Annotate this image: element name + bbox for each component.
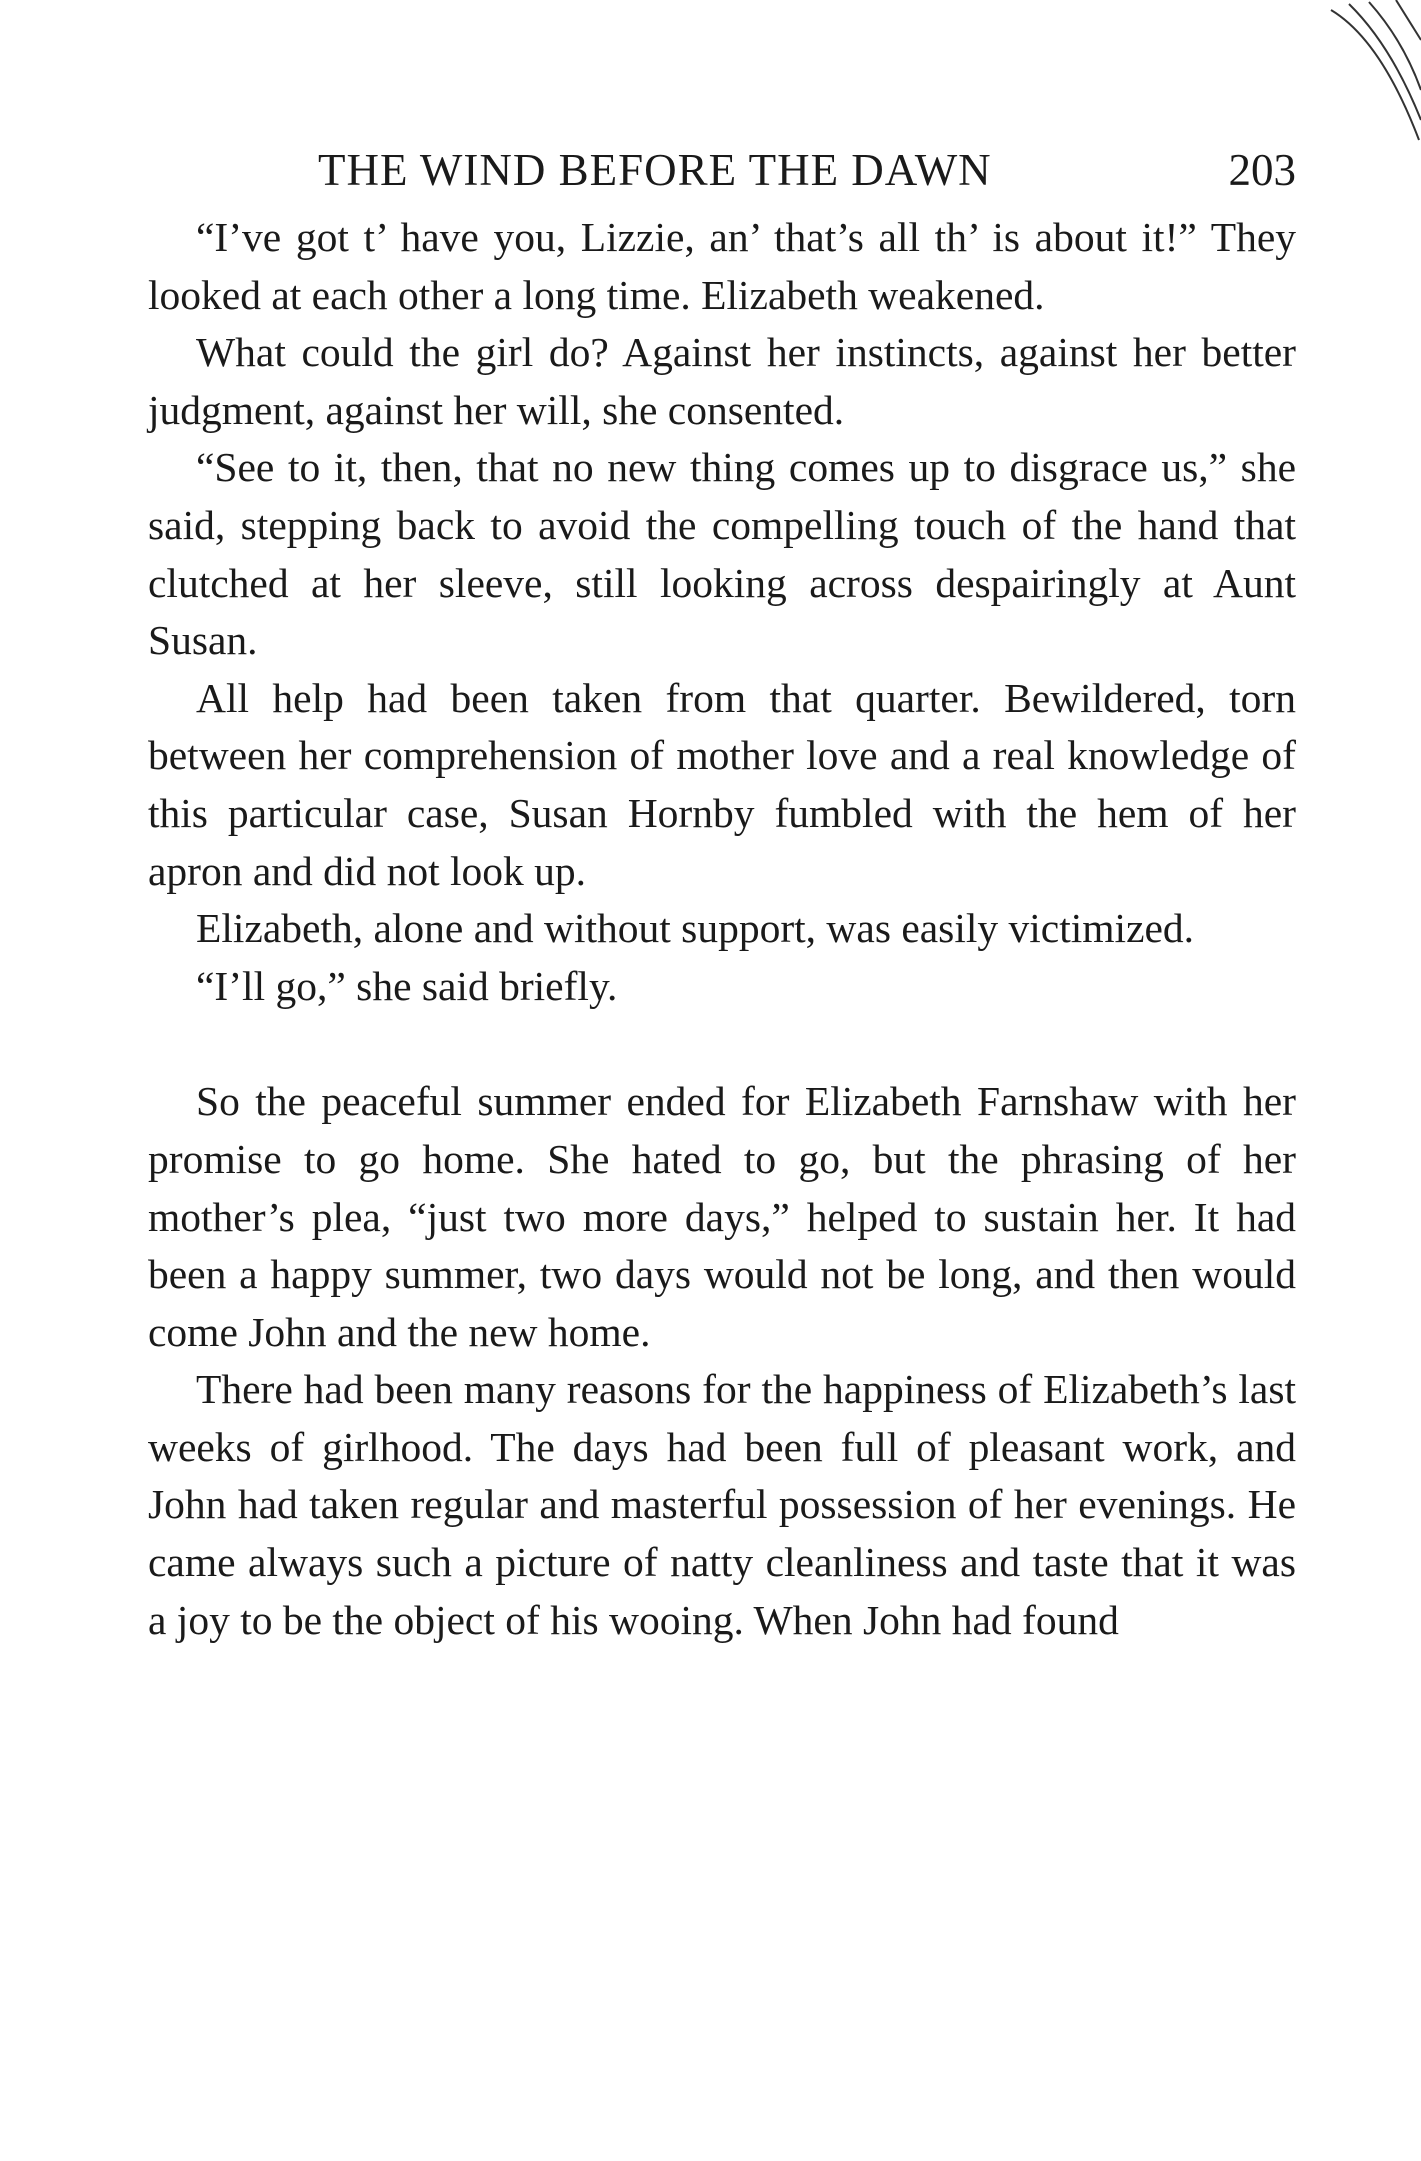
paragraph: “I’ll go,” she said briefly. [196,962,618,1009]
paragraph: “See to it, then, that no new thing comes up to disgrace us,” she said, stepping back to avoid the compelling touch of the hand that clutched at her sleeve, still looking across despairingly at Aunt Susan. [148,444,1296,664]
paragraph: There had been many reasons for the happiness of Elizabeth’s last weeks of girlhood. The days had been full of pleasant work, and John had taken regular and masterful possession of her evenings. He came always such a picture of natty cleanliness and taste that it was a joy to be the object of his wooing. When John had found [148,1366,1296,1643]
paragraph: “I’ve got t’ have you, Lizzie, an’ that’s all th’ is about it!” They looked at each other a long time. Elizabeth weakened. [148,214,1296,318]
page-corner-fold [1311,0,1421,150]
section-break [148,1015,1296,1073]
paragraph: Elizabeth, alone and without support, was easily victimized. [196,905,1195,952]
running-title: THE WIND BEFORE THE DAWN [318,145,992,195]
paragraph: What could the girl do? Against her instincts, against her better judgment, against her will, she consented. [148,329,1296,433]
paragraph: All help had been taken from that quarter. Bewildered, torn between her comprehension of mother love and a real knowledge of this particular case, Susan Hornby fumbled with the hem of her apron and did not look up. [148,674,1296,894]
body-text [148,209,1296,1649]
running-header [148,140,1296,200]
paragraph: So the peaceful summer ended for Elizabeth Farnshaw with her promise to go home. She hated to go, but the phrasing of her mother’s plea, “just two more days,” helped to sustain her. It had been a happy summer, two days would not be long, and then would come John and the new home. [148,1078,1296,1355]
page-number: 203 [1228,145,1296,195]
